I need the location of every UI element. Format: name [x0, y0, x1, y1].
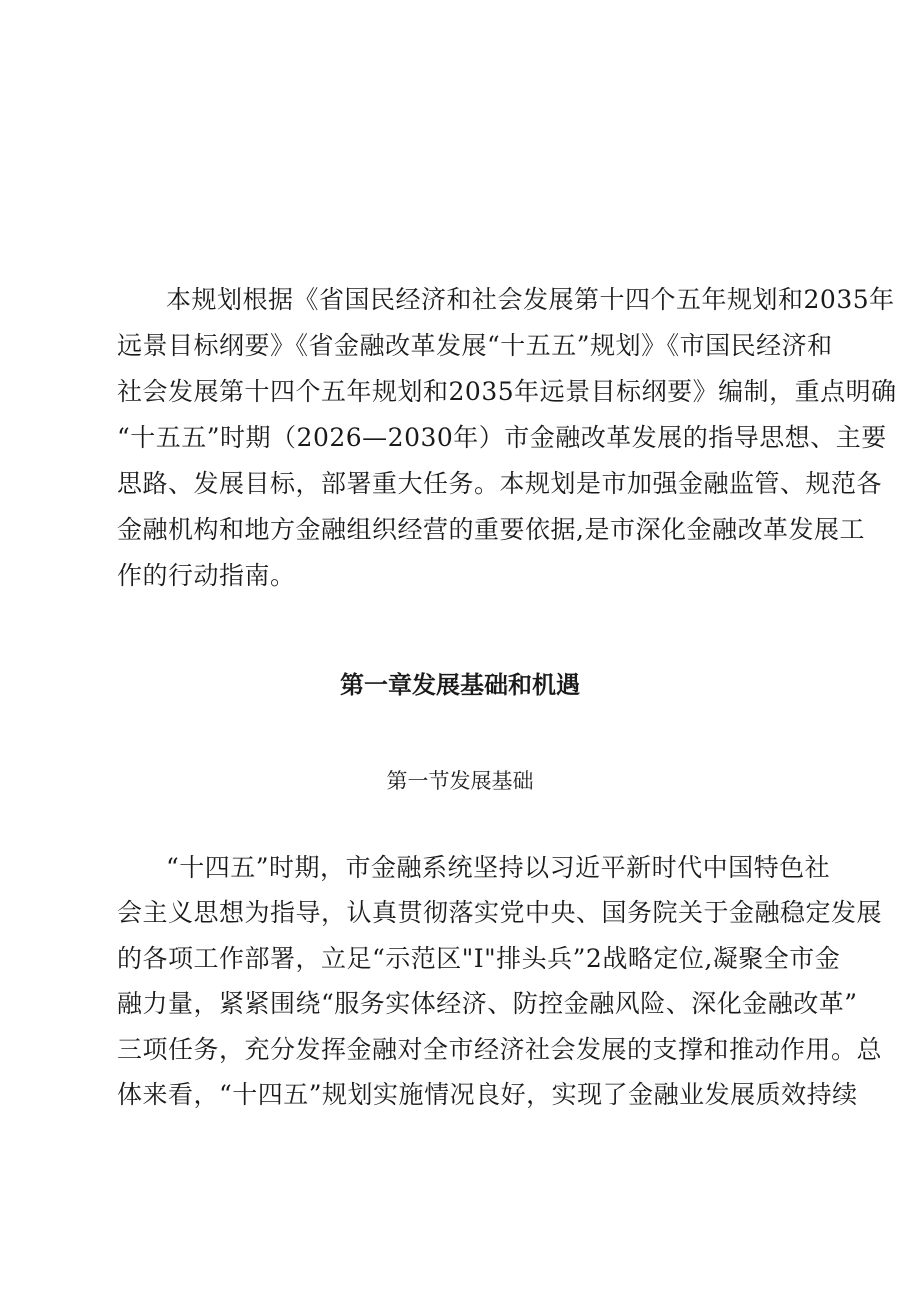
intro-line-6: 金融机构和地方金融组织经营的重要依据,是市深化金融改革发展工 — [117, 515, 865, 544]
body-line-1: “十四五”时期，市金融系统坚持以习近平新时代中国特色社 — [166, 853, 831, 882]
body-line-5: 三项任务，充分发挥金融对全市经济社会发展的支撑和推动作用。总 — [117, 1035, 883, 1064]
intro-line-3: 社会发展第十四个五年规划和2035年远景目标纲要》编制，重点明确 — [117, 377, 897, 406]
body-line-6: 体来看，“十四五”规划实施情况良好，实现了金融业发展质效持续 — [117, 1080, 858, 1109]
body-line-3: 的各项工作部署，立足“示范区"I"排头兵”2战略定位,凝聚全市金 — [117, 944, 841, 973]
intro-line-5: 思路、发展目标，部署重大任务。本规划是市加强金融监管、规范各 — [117, 469, 883, 498]
intro-line-7: 作的行动指南。 — [117, 561, 296, 590]
intro-line-4: “十五五”时期（2026—2030年）市金融改革发展的指导思想、主要 — [117, 423, 887, 452]
section-title: 第一节发展基础 — [386, 769, 534, 793]
body-line-2: 会主义思想为指导，认真贯彻落实党中央、国务院关于金融稳定发展 — [117, 898, 883, 927]
body-line-4: 融力量，紧紧围绕“服务实体经济、防控金融风险、深化金融改革” — [117, 989, 858, 1018]
intro-line-1: 本规划根据《省国民经济和社会发展第十四个五年规划和2035年 — [166, 285, 895, 314]
chapter-title: 第一章发展基础和机遇 — [340, 671, 580, 699]
intro-line-2: 远景目标纲要》《省金融改革发展“十五五”规划》《市国民经济和 — [117, 331, 833, 360]
